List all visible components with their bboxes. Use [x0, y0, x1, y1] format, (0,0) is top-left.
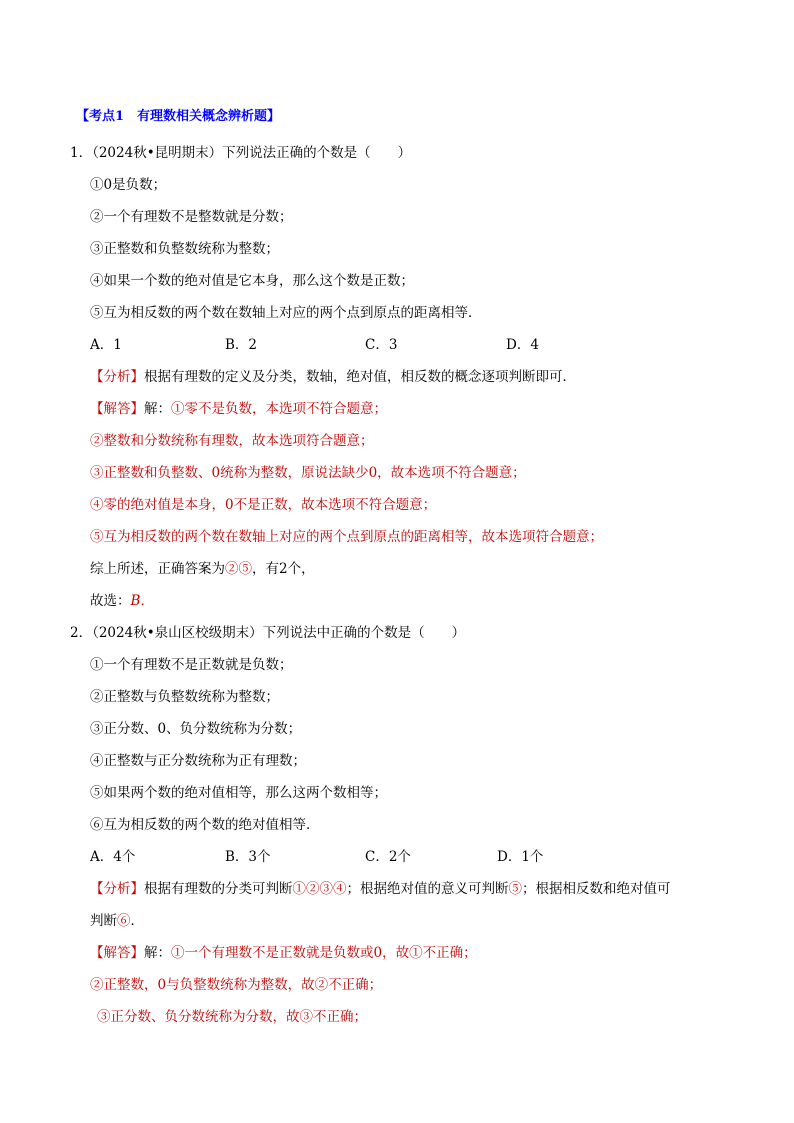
- q2-analysis-line-2: [90, 912, 144, 930]
- q1-solution-tag: 【解答】: [90, 401, 144, 417]
- q1-summary-answer: ②⑤: [225, 561, 252, 577]
- q2-analysis-ref-3: ⑥: [117, 913, 131, 929]
- q1-solution-prefix: 解：: [144, 401, 171, 417]
- question-1-stem: 1．（2024秋•昆明期末）下列说法正确的个数是（ ）: [70, 145, 412, 161]
- q2-solution-first: [90, 944, 477, 962]
- q1-summary-prefix: 综上所述，正确答案为: [90, 561, 225, 577]
- q1-solution-step-5: ⑤互为相反数的两个数在数轴上对应的两个点到原点的距离相等，故本选项符合题意；: [90, 529, 603, 545]
- q1-summary: [90, 560, 315, 578]
- q2-analysis-part-1: 根据有理数的分类可判断: [144, 881, 293, 897]
- q1-analysis-tag: 【分析】: [90, 369, 144, 385]
- q2-solution-tag: 【解答】: [90, 945, 144, 961]
- q2-statement-1: ①一个有理数不是正数就是负数；: [90, 657, 293, 673]
- q1-statement-5: ⑤互为相反数的两个数在数轴上对应的两个点到原点的距离相等．: [90, 305, 482, 321]
- question-2-stem: 2．（2024秋•泉山区校级期末）下列说法中正确的个数是（ ）: [70, 625, 466, 641]
- q2-solution-step-2: ②正整数，0与负整数统称为整数，故②不正确；: [90, 977, 383, 993]
- q1-statement-3: ③正整数和负整数统称为整数；: [90, 241, 279, 257]
- q1-statement-4: ④如果一个数的绝对值是它本身，那么这个数是正数；: [90, 273, 414, 289]
- q1-statement-1: ①0是负数；: [90, 177, 167, 193]
- q1-analysis: [90, 368, 576, 386]
- q2-solution-prefix: 解：: [144, 945, 171, 961]
- q1-solution-first: [90, 400, 387, 418]
- q1-choice: [90, 592, 154, 610]
- q2-option-b: B．3个: [225, 849, 271, 865]
- q2-solution-step-1: ①一个有理数不是正数就是负数或0，故①不正确；: [171, 945, 477, 961]
- q2-analysis-line-1: [90, 880, 671, 898]
- q1-choice-prefix: 故选：: [90, 593, 131, 609]
- q1-statement-2: ②一个有理数不是整数就是分数；: [90, 209, 293, 225]
- q1-solution-step-1: ①零不是负数，本选项不符合题意；: [171, 401, 387, 417]
- q1-option-a: A．1: [90, 337, 122, 353]
- q1-option-c: C．3: [365, 337, 398, 353]
- q2-analysis-part-3: ；根据相反数和绝对值可: [522, 881, 671, 897]
- q2-analysis-ref-2: ⑤: [508, 881, 522, 897]
- q2-analysis-part-5: ．: [130, 913, 144, 929]
- q2-statement-5: ⑤如果两个数的绝对值相等，那么这两个数相等；: [90, 785, 387, 801]
- q1-option-b: B．2: [225, 337, 258, 353]
- q1-solution-step-3: ③正整数和负整数、0统称为整数，原说法缺少0，故本选项不符合题意；: [90, 465, 526, 481]
- q2-statement-3: ③正分数、0、负分数统称为分数；: [90, 721, 302, 737]
- q1-choice-answer: B．: [130, 593, 154, 609]
- q1-option-d: D．4: [506, 337, 539, 353]
- q2-option-d: D．1个: [497, 849, 544, 865]
- q2-statement-4: ④正整数与正分数统称为正有理数；: [90, 753, 306, 769]
- q2-option-a: A．4个: [90, 849, 136, 865]
- q1-summary-suffix: ，有2个，: [252, 561, 315, 577]
- q2-option-c: C．2个: [365, 849, 411, 865]
- q2-statement-6: ⑥互为相反数的两个数的绝对值相等．: [90, 817, 320, 833]
- section-heading: 【考点1 有理数相关概念辨析题】: [76, 109, 281, 124]
- q1-solution-step-4: ④零的绝对值是本身，0不是正数，故本选项不符合题意；: [90, 497, 437, 513]
- q2-analysis-part-4: 判断: [90, 913, 117, 929]
- q2-analysis-ref-1: ①②③④: [292, 881, 347, 897]
- q2-solution-step-3: ③正分数、负分数统称为分数，故③不正确；: [97, 1009, 367, 1025]
- q2-analysis-tag: 【分析】: [90, 881, 144, 897]
- q1-solution-step-2: ②整数和分数统称有理数，故本选项符合题意；: [90, 433, 374, 449]
- q2-analysis-part-2: ；根据绝对值的意义可判断: [346, 881, 509, 897]
- q1-analysis-text: 根据有理数的定义及分类，数轴，绝对值，相反数的概念逐项判断即可．: [144, 369, 576, 385]
- q2-statement-2: ②正整数与负整数统称为整数；: [90, 689, 279, 705]
